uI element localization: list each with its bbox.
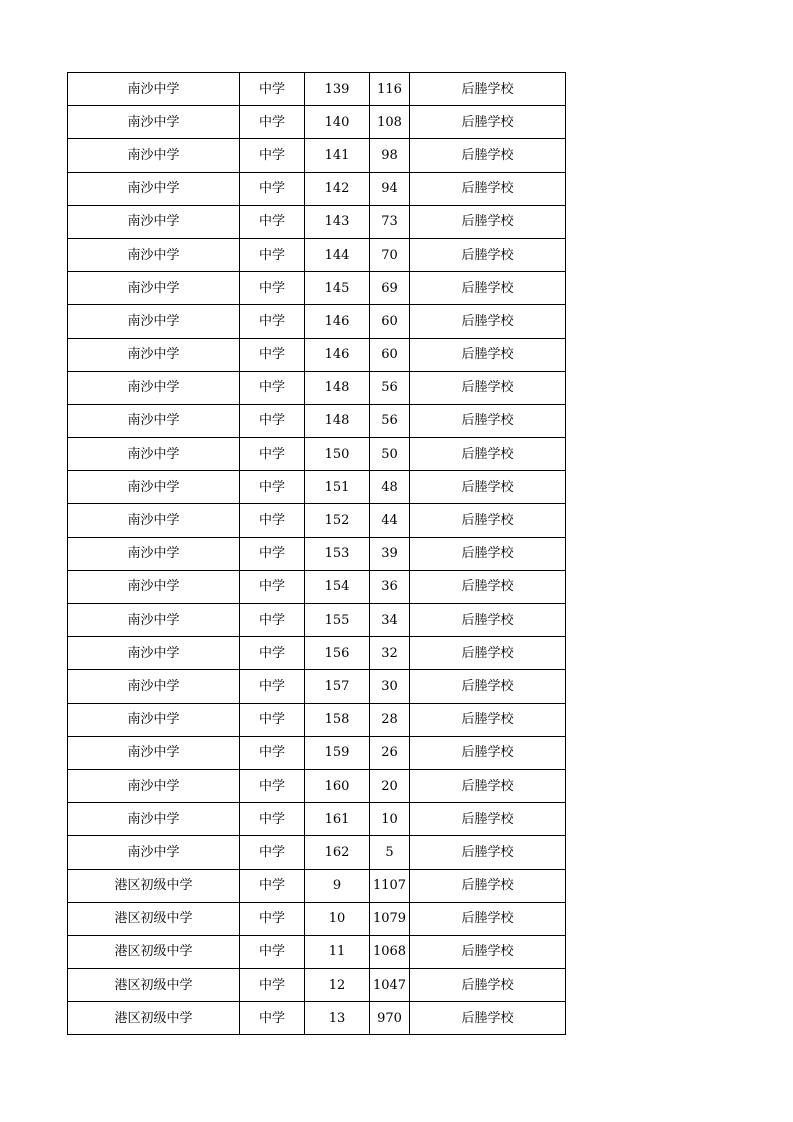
- school-cell: 南沙中学: [68, 404, 240, 437]
- destination-cell: 后塍学校: [410, 371, 566, 404]
- school-cell: 南沙中学: [68, 73, 240, 106]
- rank-cell: 9: [305, 869, 370, 902]
- table-row: [68, 570, 566, 603]
- score-cell: 56: [370, 371, 410, 404]
- type-cell: 中学: [240, 570, 305, 603]
- school-cell: 南沙中学: [68, 637, 240, 670]
- score-cell: 34: [370, 604, 410, 637]
- table-row: [68, 670, 566, 703]
- destination-cell: 后塍学校: [410, 537, 566, 570]
- school-cell: 南沙中学: [68, 570, 240, 603]
- table-row: [68, 205, 566, 238]
- destination-cell: 后塍学校: [410, 869, 566, 902]
- score-cell: 98: [370, 139, 410, 172]
- destination-cell: 后塍学校: [410, 338, 566, 371]
- school-cell: 南沙中学: [68, 836, 240, 869]
- table-row: [68, 803, 566, 836]
- table-row: [68, 869, 566, 902]
- rank-cell: 160: [305, 769, 370, 802]
- type-cell: 中学: [240, 1002, 305, 1035]
- score-cell: 32: [370, 637, 410, 670]
- type-cell: 中学: [240, 902, 305, 935]
- rank-cell: 148: [305, 404, 370, 437]
- school-cell: 南沙中学: [68, 305, 240, 338]
- rank-cell: 159: [305, 736, 370, 769]
- school-cell: 南沙中学: [68, 703, 240, 736]
- school-cell: 港区初级中学: [68, 969, 240, 1002]
- score-cell: 1068: [370, 935, 410, 968]
- destination-cell: 后塍学校: [410, 570, 566, 603]
- rank-cell: 12: [305, 969, 370, 1002]
- score-cell: 48: [370, 471, 410, 504]
- destination-cell: 后塍学校: [410, 935, 566, 968]
- table-row: [68, 272, 566, 305]
- destination-cell: 后塍学校: [410, 803, 566, 836]
- score-cell: 28: [370, 703, 410, 736]
- table-row: [68, 902, 566, 935]
- type-cell: 中学: [240, 670, 305, 703]
- table-row: [68, 637, 566, 670]
- data-table: [67, 72, 566, 1035]
- table-body: [68, 73, 566, 1035]
- destination-cell: 后塍学校: [410, 604, 566, 637]
- destination-cell: 后塍学校: [410, 106, 566, 139]
- destination-cell: 后塍学校: [410, 205, 566, 238]
- school-cell: 南沙中学: [68, 139, 240, 172]
- school-cell: 南沙中学: [68, 172, 240, 205]
- type-cell: 中学: [240, 238, 305, 271]
- score-cell: 50: [370, 438, 410, 471]
- destination-cell: 后塍学校: [410, 238, 566, 271]
- score-cell: 116: [370, 73, 410, 106]
- destination-cell: 后塍学校: [410, 404, 566, 437]
- type-cell: 中学: [240, 371, 305, 404]
- table-row: [68, 73, 566, 106]
- table-row: [68, 969, 566, 1002]
- table-row: [68, 471, 566, 504]
- rank-cell: 11: [305, 935, 370, 968]
- school-cell: 南沙中学: [68, 803, 240, 836]
- school-cell: 港区初级中学: [68, 935, 240, 968]
- rank-cell: 146: [305, 338, 370, 371]
- destination-cell: 后塍学校: [410, 139, 566, 172]
- school-cell: 南沙中学: [68, 670, 240, 703]
- table-row: [68, 139, 566, 172]
- school-cell: 港区初级中学: [68, 869, 240, 902]
- rank-cell: 155: [305, 604, 370, 637]
- school-cell: 南沙中学: [68, 736, 240, 769]
- type-cell: 中学: [240, 73, 305, 106]
- table-row: [68, 504, 566, 537]
- table-row: [68, 769, 566, 802]
- rank-cell: 150: [305, 438, 370, 471]
- table-row: [68, 305, 566, 338]
- score-cell: 70: [370, 238, 410, 271]
- table-row: [68, 371, 566, 404]
- table-row: [68, 238, 566, 271]
- school-cell: 南沙中学: [68, 272, 240, 305]
- rank-cell: 157: [305, 670, 370, 703]
- destination-cell: 后塍学校: [410, 471, 566, 504]
- score-cell: 970: [370, 1002, 410, 1035]
- destination-cell: 后塍学校: [410, 736, 566, 769]
- rank-cell: 141: [305, 139, 370, 172]
- destination-cell: 后塍学校: [410, 902, 566, 935]
- score-cell: 20: [370, 769, 410, 802]
- score-cell: 5: [370, 836, 410, 869]
- table-row: [68, 404, 566, 437]
- table-row: [68, 736, 566, 769]
- type-cell: 中学: [240, 604, 305, 637]
- destination-cell: 后塍学校: [410, 637, 566, 670]
- score-cell: 26: [370, 736, 410, 769]
- destination-cell: 后塍学校: [410, 172, 566, 205]
- destination-cell: 后塍学校: [410, 969, 566, 1002]
- rank-cell: 142: [305, 172, 370, 205]
- rank-cell: 139: [305, 73, 370, 106]
- table-row: [68, 1002, 566, 1035]
- destination-cell: 后塍学校: [410, 703, 566, 736]
- type-cell: 中学: [240, 637, 305, 670]
- school-cell: 南沙中学: [68, 537, 240, 570]
- score-cell: 69: [370, 272, 410, 305]
- school-cell: 南沙中学: [68, 604, 240, 637]
- table-row: [68, 836, 566, 869]
- score-cell: 94: [370, 172, 410, 205]
- rank-cell: 143: [305, 205, 370, 238]
- destination-cell: 后塍学校: [410, 305, 566, 338]
- rank-cell: 146: [305, 305, 370, 338]
- rank-cell: 144: [305, 238, 370, 271]
- rank-cell: 140: [305, 106, 370, 139]
- score-cell: 56: [370, 404, 410, 437]
- destination-cell: 后塍学校: [410, 73, 566, 106]
- school-cell: 南沙中学: [68, 471, 240, 504]
- type-cell: 中学: [240, 272, 305, 305]
- table-row: [68, 935, 566, 968]
- score-cell: 10: [370, 803, 410, 836]
- rank-cell: 153: [305, 537, 370, 570]
- type-cell: 中学: [240, 869, 305, 902]
- rank-cell: 13: [305, 1002, 370, 1035]
- rank-cell: 161: [305, 803, 370, 836]
- school-cell: 南沙中学: [68, 504, 240, 537]
- type-cell: 中学: [240, 404, 305, 437]
- table-row: [68, 172, 566, 205]
- rank-cell: 10: [305, 902, 370, 935]
- type-cell: 中学: [240, 172, 305, 205]
- type-cell: 中学: [240, 106, 305, 139]
- type-cell: 中学: [240, 139, 305, 172]
- destination-cell: 后塍学校: [410, 670, 566, 703]
- type-cell: 中学: [240, 205, 305, 238]
- type-cell: 中学: [240, 438, 305, 471]
- school-cell: 南沙中学: [68, 438, 240, 471]
- score-cell: 60: [370, 305, 410, 338]
- table-row: [68, 703, 566, 736]
- destination-cell: 后塍学校: [410, 1002, 566, 1035]
- score-cell: 1079: [370, 902, 410, 935]
- type-cell: 中学: [240, 736, 305, 769]
- school-cell: 南沙中学: [68, 106, 240, 139]
- school-cell: 南沙中学: [68, 338, 240, 371]
- type-cell: 中学: [240, 703, 305, 736]
- rank-cell: 151: [305, 471, 370, 504]
- school-cell: 南沙中学: [68, 238, 240, 271]
- rank-cell: 158: [305, 703, 370, 736]
- destination-cell: 后塍学校: [410, 504, 566, 537]
- table-row: [68, 438, 566, 471]
- table-row: [68, 338, 566, 371]
- score-cell: 60: [370, 338, 410, 371]
- rank-cell: 154: [305, 570, 370, 603]
- type-cell: 中学: [240, 769, 305, 802]
- rank-cell: 148: [305, 371, 370, 404]
- rank-cell: 145: [305, 272, 370, 305]
- type-cell: 中学: [240, 969, 305, 1002]
- rank-cell: 152: [305, 504, 370, 537]
- score-cell: 1047: [370, 969, 410, 1002]
- school-cell: 南沙中学: [68, 769, 240, 802]
- type-cell: 中学: [240, 305, 305, 338]
- school-cell: 港区初级中学: [68, 902, 240, 935]
- score-cell: 108: [370, 106, 410, 139]
- school-cell: 南沙中学: [68, 371, 240, 404]
- type-cell: 中学: [240, 935, 305, 968]
- type-cell: 中学: [240, 803, 305, 836]
- score-cell: 39: [370, 537, 410, 570]
- score-cell: 44: [370, 504, 410, 537]
- table-row: [68, 537, 566, 570]
- type-cell: 中学: [240, 504, 305, 537]
- destination-cell: 后塍学校: [410, 438, 566, 471]
- score-cell: 36: [370, 570, 410, 603]
- table-row: [68, 106, 566, 139]
- school-cell: 南沙中学: [68, 205, 240, 238]
- type-cell: 中学: [240, 537, 305, 570]
- rank-cell: 156: [305, 637, 370, 670]
- destination-cell: 后塍学校: [410, 272, 566, 305]
- score-cell: 1107: [370, 869, 410, 902]
- school-cell: 港区初级中学: [68, 1002, 240, 1035]
- destination-cell: 后塍学校: [410, 769, 566, 802]
- score-cell: 30: [370, 670, 410, 703]
- type-cell: 中学: [240, 836, 305, 869]
- destination-cell: 后塍学校: [410, 836, 566, 869]
- rank-cell: 162: [305, 836, 370, 869]
- score-cell: 73: [370, 205, 410, 238]
- type-cell: 中学: [240, 338, 305, 371]
- table-row: [68, 604, 566, 637]
- type-cell: 中学: [240, 471, 305, 504]
